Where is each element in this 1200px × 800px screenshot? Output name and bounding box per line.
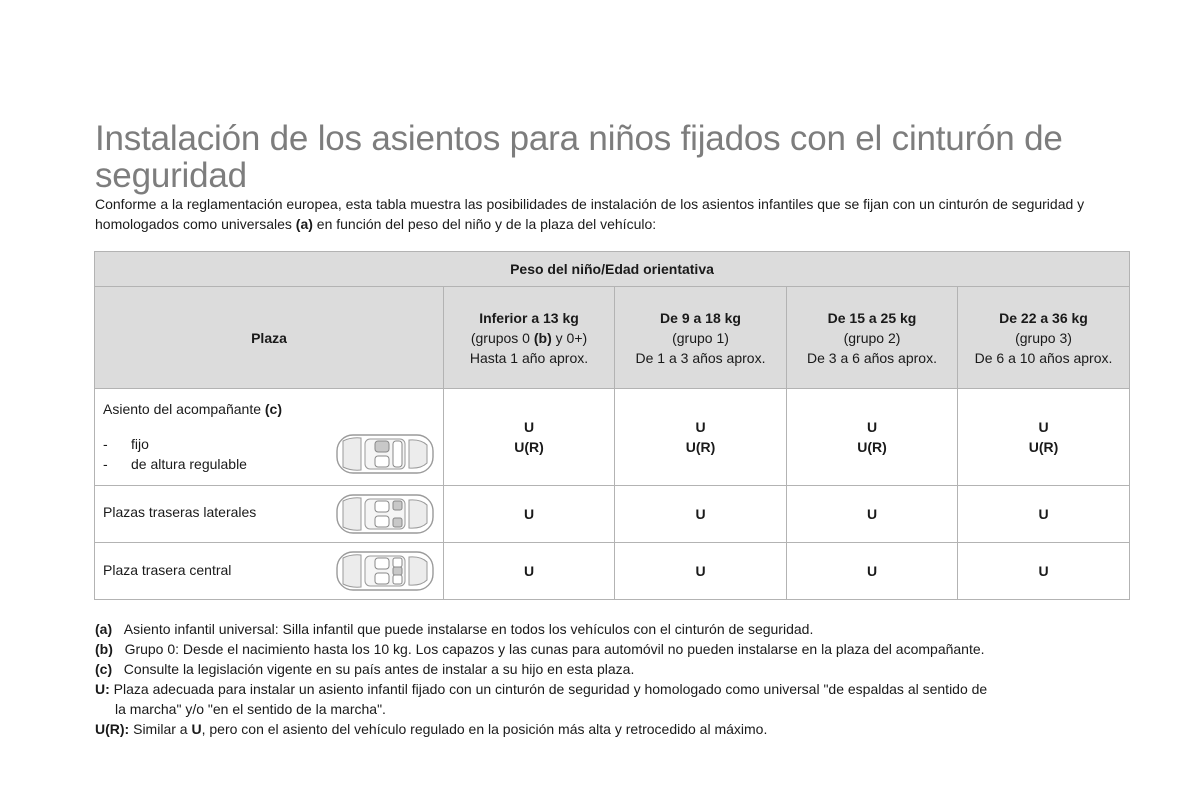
value-cell: U	[958, 486, 1130, 543]
footnote-u: U: Plaza adecuada para instalar un asiento infantil fijado con un cinturón de seguridad y homologado como universal "de espaldas al sentido de	[95, 681, 988, 697]
child-seat-table	[94, 251, 1130, 600]
footnote-ur: U(R): Similar a U, pero con el asiento del vehículo regulado en la posición más alta y retrocedido al máximo.	[95, 721, 768, 737]
place-cell	[95, 543, 444, 600]
value-cell: U	[615, 543, 787, 600]
place-cell	[95, 389, 444, 486]
value-cell: U U(R)	[615, 389, 787, 486]
column-age: Hasta 1 año aprox.	[469, 349, 589, 366]
car-front-passenger-seat-icon	[335, 431, 435, 477]
footnote-u-cont: la marcha" y/o "en el sentido de la marcha".	[115, 701, 386, 717]
group-header: Peso del niño/Edad orientativa	[95, 252, 1130, 287]
column-age: De 1 a 3 años aprox.	[635, 349, 766, 366]
table-row	[95, 389, 1130, 486]
place-header: Plaza	[95, 287, 444, 389]
option-fixed: - fijo	[103, 436, 149, 452]
intro-text-2: en función del peso del niño y de la plaza del vehículo:	[312, 216, 657, 232]
column-header-2: De 15 a 25 kg (grupo 2) De 3 a 6 años aprox.	[787, 287, 958, 389]
page-title: Instalación de los asientos para niños fijados con el cinturón de seguridad	[95, 119, 1063, 195]
intro-ref: (a)	[295, 216, 313, 232]
column-header-0: Inferior a 13 kg (grupos 0 (b) y 0+) Hasta 1 año aprox.	[444, 287, 615, 389]
column-age: De 6 a 10 años aprox.	[974, 349, 1113, 366]
value-cell: U	[787, 486, 958, 543]
value-cell: U	[787, 543, 958, 600]
column-weight: De 15 a 25 kg	[827, 309, 917, 326]
footnote-c: (c) Consulte la legislación vigente en su país antes de instalar a su hijo en esta plaza.	[95, 661, 635, 677]
value-cell: U U(R)	[444, 389, 615, 486]
value-cell: U U(R)	[958, 389, 1130, 486]
footnote-a: (a) Asiento infantil universal: Silla infantil que puede instalarse en todos los vehículos con el cinturón de seguridad.	[95, 621, 814, 637]
column-header-3: De 22 a 36 kg (grupo 3) De 6 a 10 años aprox.	[958, 287, 1130, 389]
value-cell: U U(R)	[787, 389, 958, 486]
column-weight: De 9 a 18 kg	[660, 309, 741, 326]
intro-text-1: Conforme a la reglamentación europea, esta tabla muestra las posibilidades de instalación de los asientos infantiles que se fijan con un cinturón de seguridad y homologados como universales	[95, 196, 1085, 232]
intro-paragraph	[95, 194, 1125, 234]
place-label: Plazas traseras laterales	[103, 504, 257, 520]
place-label: Plaza trasera central	[103, 562, 232, 578]
column-weight: De 22 a 36 kg	[999, 309, 1088, 326]
table-row	[95, 543, 1130, 600]
value-cell: U	[615, 486, 787, 543]
column-weight: Inferior a 13 kg	[479, 309, 579, 326]
car-rear-side-seats-icon	[335, 491, 435, 537]
option-adjustable: - de altura regulable	[103, 456, 247, 472]
table-row	[95, 486, 1130, 543]
footnotes	[95, 619, 1095, 739]
car-rear-center-seat-icon	[335, 548, 435, 594]
value-cell: U	[444, 486, 615, 543]
place-label: Asiento del acompañante (c)	[103, 401, 283, 417]
column-age: De 3 a 6 años aprox.	[807, 349, 937, 366]
column-header-1: De 9 a 18 kg (grupo 1) De 1 a 3 años aprox.	[615, 287, 787, 389]
place-cell	[95, 486, 444, 543]
value-cell: U	[444, 543, 615, 600]
value-cell: U	[958, 543, 1130, 600]
footnote-b: (b) Grupo 0: Desde el nacimiento hasta los 10 kg. Los capazos y las cunas para automóvil no pueden instalarse en la plaza del acompañante.	[95, 641, 985, 657]
